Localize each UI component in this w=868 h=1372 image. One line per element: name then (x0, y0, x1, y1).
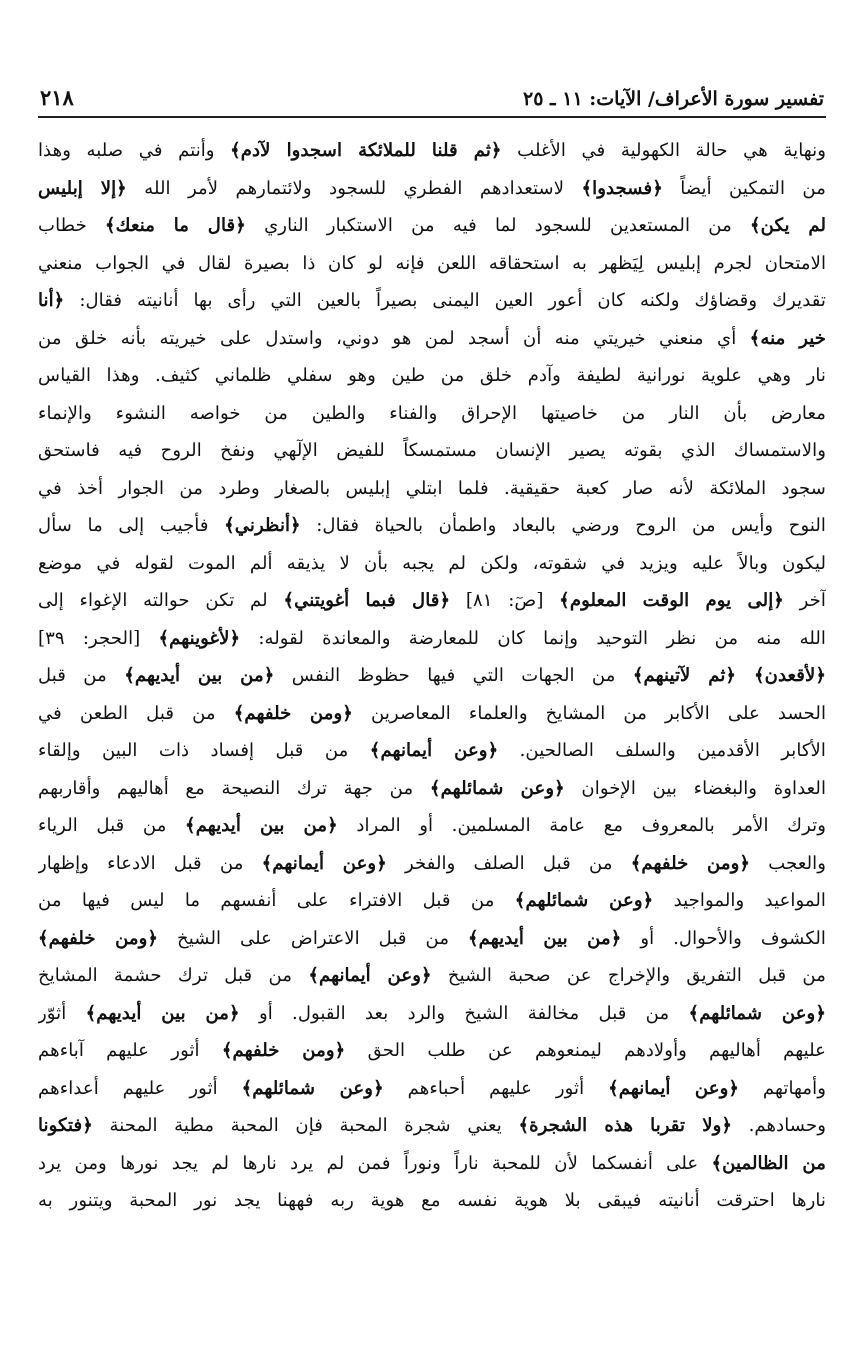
commentary-text: نار وهي علوية نورانية لطيفة وآدم خلق من طين وهو سفلي ظلماني كثيف. وهذا القياس (38, 365, 826, 386)
commentary-text: الله منه من نظر التوحيد وإنما كان للمعارضة والمعاندة لقوله: (240, 627, 826, 649)
commentary-text: من الجهات التي فيها حظوظ النفس (274, 665, 633, 686)
quran-quote: ﴿قال فبما أغويتني﴾ (283, 590, 451, 611)
commentary-text: أثوّر (38, 1002, 86, 1024)
text-line (38, 395, 826, 433)
quran-quote: ﴿من بين أيديهم﴾ (468, 927, 622, 949)
commentary-text: خطاب (38, 215, 106, 236)
quran-quote: لم يكن﴾ (750, 215, 826, 236)
commentary-text: ليكون وبالاً عليه ويزيد في شقوته، ولكن لم يجبه بأن لا يذيقه ألم الموت لقوله في موضع (38, 552, 826, 574)
quran-quote: ﴿ومن خلفهم﴾ (221, 1040, 346, 1061)
quran-quote: ﴿ثم قلنا للملائكة اسجدوا لآدم﴾ (230, 140, 502, 161)
commentary-text: من قبل الطعن في (38, 702, 234, 724)
commentary-text: على أنفسكما لأن للمحبة ناراً ونوراً فمن لم يرد نارها لم يجد نورها ومن يرد (38, 1152, 712, 1174)
quran-quote: ﴿لأغوينهم﴾ (158, 627, 241, 649)
commentary-text: وترك الأمر بالمعروف مع عامة المسلمين. أو المراد (337, 815, 826, 836)
commentary-text: المواعيد والمواجيد (653, 890, 826, 911)
text-line (38, 282, 826, 320)
text-line (38, 170, 826, 208)
commentary-text: تقديرك وقضاؤك ولكنه كان أعور العين اليمنى بصيراً بالعين التي رأى بها أنانيته فقال: (64, 290, 826, 311)
quran-quote: ﴿وعن أيمانهم﴾ (369, 740, 499, 761)
quran-quote: ﴿من بين أيديهم﴾ (185, 815, 338, 836)
quran-quote: ﴿إلا إبليس (38, 177, 127, 199)
text-line (38, 432, 826, 470)
text-line (38, 1070, 826, 1108)
quran-quote: خير منه﴾ (749, 327, 826, 349)
commentary-text: معارض بأن النار من خاصيتها الإحراق والفناء والطين من خواصه النشوء والإنماء (38, 402, 826, 424)
quran-quote: ﴿من بين أيديهم﴾ (124, 665, 275, 686)
text-line (38, 845, 826, 883)
quran-quote: ﴿وعن شمائلهم﴾ (241, 1077, 384, 1099)
text-line (38, 807, 826, 845)
quran-quote: ﴿فسجدوا﴾ (581, 177, 663, 199)
commentary-text: من قبل الرياء (38, 815, 186, 836)
commentary-text: من قبل (38, 665, 125, 686)
commentary-text: وحسادهم. (732, 1115, 826, 1136)
commentary-text: يعني شجرة المحبة فإن المحبة مطية المحنة (92, 1115, 519, 1136)
commentary-text: ونهاية هي حالة الكهولية في الأغلب (501, 140, 826, 161)
commentary-text: من قبل إفساد ذات البين وإلقاء (38, 740, 370, 761)
text-line (38, 582, 826, 620)
text-line (38, 995, 826, 1033)
commentary-text: لاستعدادهم الفطري للسجود ولائتمارهم لأمر الله (126, 177, 582, 199)
quran-quote: ﴿ومن خلفهم﴾ (630, 852, 751, 874)
commentary-text: [الحجر: ٣٩] (38, 627, 159, 649)
commentary-text: [صٓ: ٨١] (450, 590, 560, 611)
quran-quote: ﴿فتكونا (38, 1115, 93, 1136)
page-header (38, 70, 826, 118)
commentary-text: لم تكن حوالته الإغواء إلى (38, 590, 284, 611)
quran-quote: ﴿وعن أيمانهم﴾ (608, 1077, 740, 1099)
text-line (38, 920, 826, 958)
quran-quote: ﴿وعن شمائلهم﴾ (429, 777, 565, 799)
commentary-text: من قبل التفريق والإخراج عن صحبة الشيخ (431, 965, 826, 986)
commentary-text: عليهم أهاليهم وأولادهم ليمنعوهم عن طلب الحق (345, 1040, 826, 1061)
commentary-text: من المستعدين للسجود لما فيه من الاستكبار الناري (245, 215, 750, 236)
commentary-text: العداوة والبغضاء بين الإخوان (564, 777, 826, 799)
text-line (38, 1107, 826, 1145)
running-title: تفسير سورة الأعراف/ الآيات: ١١ ـ ٢٥ (523, 88, 824, 110)
text-line (38, 207, 826, 245)
commentary-text: من التمكين أيضاً (662, 177, 826, 199)
commentary-text: أي منعني خيريتي منه أن أسجد لمن هو دوني، واستدل على خيريته بأنه خلق من (38, 327, 750, 349)
commentary-text: والعجب (750, 852, 826, 874)
quran-quote: ﴿قال ما منعك﴾ (105, 215, 246, 236)
commentary-text: سجود الملائكة لأنه صار كعبة حقيقية. فلما ابتلي إبليس بالصغار وطرد من الجوار أخذ في (38, 477, 826, 499)
commentary-text: وأمهاتهم (739, 1077, 826, 1099)
commentary-text: من قبل الصلف والفخر (386, 852, 631, 874)
text-line (38, 357, 826, 395)
commentary-text: من قبل الافتراء على أنفسهم ما ليس فيها من (38, 890, 515, 911)
commentary-text: من قبل مخالفة الشيخ والرد بعد القبول. أو (239, 1002, 689, 1024)
quran-quote: ﴿أنظرني﴾ (224, 515, 301, 536)
text-line (38, 695, 826, 733)
commentary-text: من قبل الاعتراض على الشيخ (158, 927, 468, 949)
quran-quote: من الظالمين﴾ (711, 1152, 826, 1174)
commentary-text: الكشوف والأحوال. أو (621, 927, 826, 949)
text-line (38, 732, 826, 770)
text-line (38, 470, 826, 508)
commentary-text: والاستمساك الذي بقوته يصير الإنسان مستمسكاً للفيض الإلٓهي ونفخ الروح فيه فاستحق (38, 440, 826, 461)
text-line (38, 132, 826, 170)
text-line (38, 545, 826, 583)
commentary-text: آخر (783, 590, 826, 611)
commentary-text: من قبل ترك حشمة المشايخ (38, 965, 309, 986)
commentary-text: أثور عليهم أحباءهم (383, 1077, 609, 1099)
commentary-text: الامتحان لجرم إبليس لِيَظهر به استحقاقه اللعن فإنه لو كان ذا بصيرة لقال في الجواب منعني (38, 252, 826, 274)
text-line (38, 1182, 826, 1220)
text-line (38, 882, 826, 920)
quran-quote: ﴿أنا (38, 290, 65, 311)
text-line (38, 245, 826, 283)
text-line (38, 770, 826, 808)
text-line (38, 957, 826, 995)
quran-quote: ﴿ولا تقربا هذه الشجرة﴾ (518, 1115, 733, 1136)
text-line (38, 507, 826, 545)
text-line (38, 320, 826, 358)
commentary-text: من قبل الادعاء وإظهار (38, 852, 262, 874)
book-page (38, 70, 826, 1350)
text-line (38, 1032, 826, 1070)
quran-quote: ﴿لأقعدن﴾ ﴿ثم لآتينهم﴾ (632, 665, 826, 686)
quran-quote: ﴿وعن شمائلهم﴾ (514, 890, 654, 911)
commentary-text: نارها احترقت أنانيته فيبقى بلا هوية نفسه مع هوية ربه فههنا يجد نور المحبة ويتنور به (38, 1190, 826, 1211)
text-line (38, 1145, 826, 1183)
commentary-text: أثور عليهم أعداءهم (38, 1077, 242, 1099)
quran-quote: ﴿إلى يوم الوقت المعلوم﴾ (559, 590, 784, 611)
commentary-text: فأجيب إلى ما سأل (38, 515, 225, 536)
quran-quote: ﴿ومن خلفهم﴾ (233, 702, 353, 724)
commentary-text: وأنتم في صلبه وهذا (38, 140, 231, 161)
page-number: ٢١٨ (40, 85, 74, 110)
quran-quote: ﴿وعن شمائلهم﴾ (688, 1002, 826, 1024)
commentary-text: الحسد على الأكابر من المشايخ والعلماء المعاصرين (352, 702, 826, 724)
commentary-text: النوح وأيس من الروح ورضي بالبعاد واطمأن بالحياة فقال: (300, 515, 826, 536)
text-line (38, 657, 826, 695)
quran-quote: ﴿ومن خلفهم﴾ (38, 927, 159, 949)
commentary-text: أثور عليهم آباءهم (38, 1040, 222, 1061)
quran-quote: ﴿وعن أيمانهم﴾ (308, 965, 432, 986)
body-text (38, 118, 826, 1220)
quran-quote: ﴿من بين أيديهم﴾ (85, 1002, 240, 1024)
quran-quote: ﴿وعن أيمانهم﴾ (261, 852, 387, 874)
commentary-text: من جهة ترك النصيحة مع أهاليهم وأقاربهم (38, 777, 430, 799)
text-line (38, 620, 826, 658)
commentary-text: الأكابر الأقدمين والسلف الصالحين. (498, 740, 826, 761)
